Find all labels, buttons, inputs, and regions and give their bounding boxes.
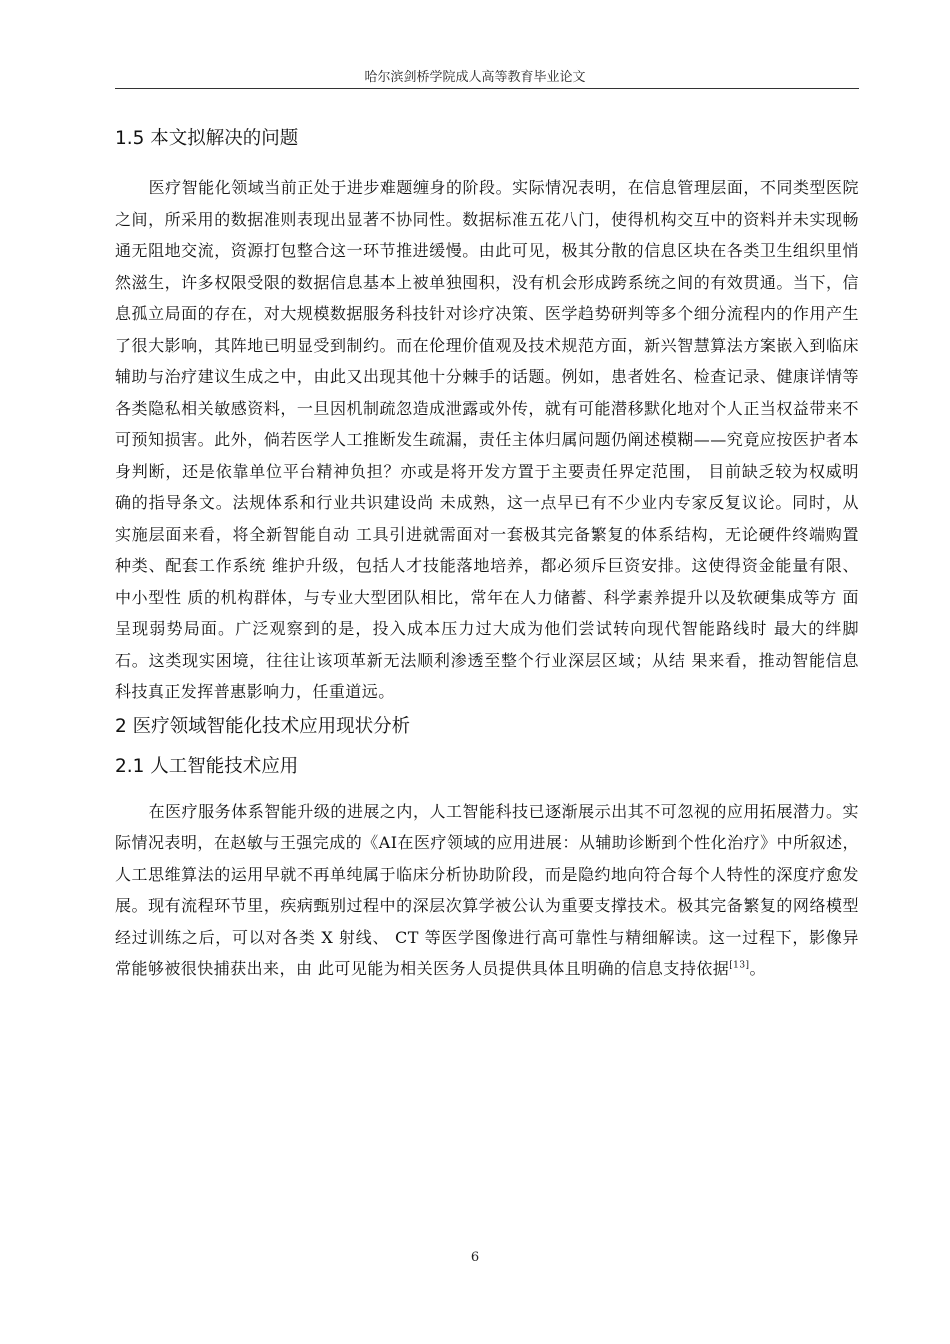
section-heading-2-1: 2.1 人工智能技术应用: [115, 755, 299, 777]
paragraph-end: 。: [749, 959, 766, 978]
header-divider: [115, 88, 859, 89]
page-number: 6: [470, 1250, 480, 1265]
citation-marker: [13]: [729, 960, 750, 971]
page-body: [115, 124, 859, 985]
section-heading-1-5: 1.5 本文拟解决的问题: [115, 128, 299, 149]
running-header: 哈尔滨剑桥学院成人高等教育毕业论文: [364, 70, 586, 85]
chapter-heading-2: 2 医疗领域智能化技术应用现状分析: [115, 715, 411, 737]
paragraph-body: 在医疗服务体系智能升级的进展之内，人工智能科技已逐渐展示出其不可忽视的应用拓展潜力。实际情况表明，在赵敏与王强完成的《AI在医疗领域的应用进展：从辅助诊断到个性化治疗》中所叙述，人工思维算法的运用早就不再单纯属于临床分析协助阶段，而是隐约地向符合每个人特性的深度疗愈发展。现有流程环节里，疾病甄别过程中的深层次算学被公认为重要支撑技术。极其完备繁复的网络模型经过训练之后，可以对各类 X 射线、 CT 等医学图像进行高可靠性与精细解读。这一过程下，影像异常能够被很快捕获出来，由 此可见能为相关医务人员提供具体且明确的信息支持依据: [115, 801, 859, 978]
section-paragraph-1-5: 医疗智能化领域当前正处于进步难题缠身的阶段。实际情况表明，在信息管理层面，不同类型医院之间，所采用的数据准则表现出显著不协同性。数据标准五花八门，使得机构交互中的资料并未实现畅通无阻地交流，资源打包整合这一环节推进缓慢。由此可见，极其分散的信息区块在各类卫生组织里悄然滋生，许多权限受限的数据信息基本上被单独囤积，没有机会形成跨系统之间的有效贯通。当下，信息孤立局面的存在，对大规模数据服务科技针对诊疗决策、医学趋势研判等多个细分流程内的作用产生了很大影响，其阵地已明显受到制约。而在伦理价值观及技术规范方面，新兴智慧算法方案嵌入到临床辅助与治疗建议生成之中，由此又出现其他十分棘手的话题。例如，患者姓名、检查记录、健康详情等各类隐私相关敏感资料，一旦因机制疏忽造成泄露或外传，就有可能潜移默化地对个人正当权益带来不可预知损害。此外，倘若医学人工推断发生疏漏，责任主体归属问题仍阐述模糊——究竟应按医护者本身判断，还是依靠单位平台精神负担？亦或是将开发方置于主要责任界定范围， 目前缺乏较为权威明确的指导条文。法规体系和行业共识建设尚 未成熟，这一点早已有不少业内专家反复议论。同时，从实施层面来看，将全新智能自动 工具引进就需面对一套极其完备繁复的体系结构，无论硬件终端购置种类、配套工作系统 维护升级，包括人才技能落地培养，都必须斥巨资安排。这使得资金能量有限、中小型性 质的机构群体，与专业大型团队相比，常年在人力储蓄、科学素养提升以及软硬集成等方 面呈现弱势局面。广泛观察到的是，投入成本压力过大成为他们尝试转向现代智能路线时 最大的绊脚石。这类现实困境，往往让该项革新无法顺利渗透至整个行业深层区域；从结 果来看，推动智能信息科技真正发挥普惠影响力，任重道远。: [115, 178, 859, 701]
section-paragraph-2-1: [115, 796, 859, 985]
